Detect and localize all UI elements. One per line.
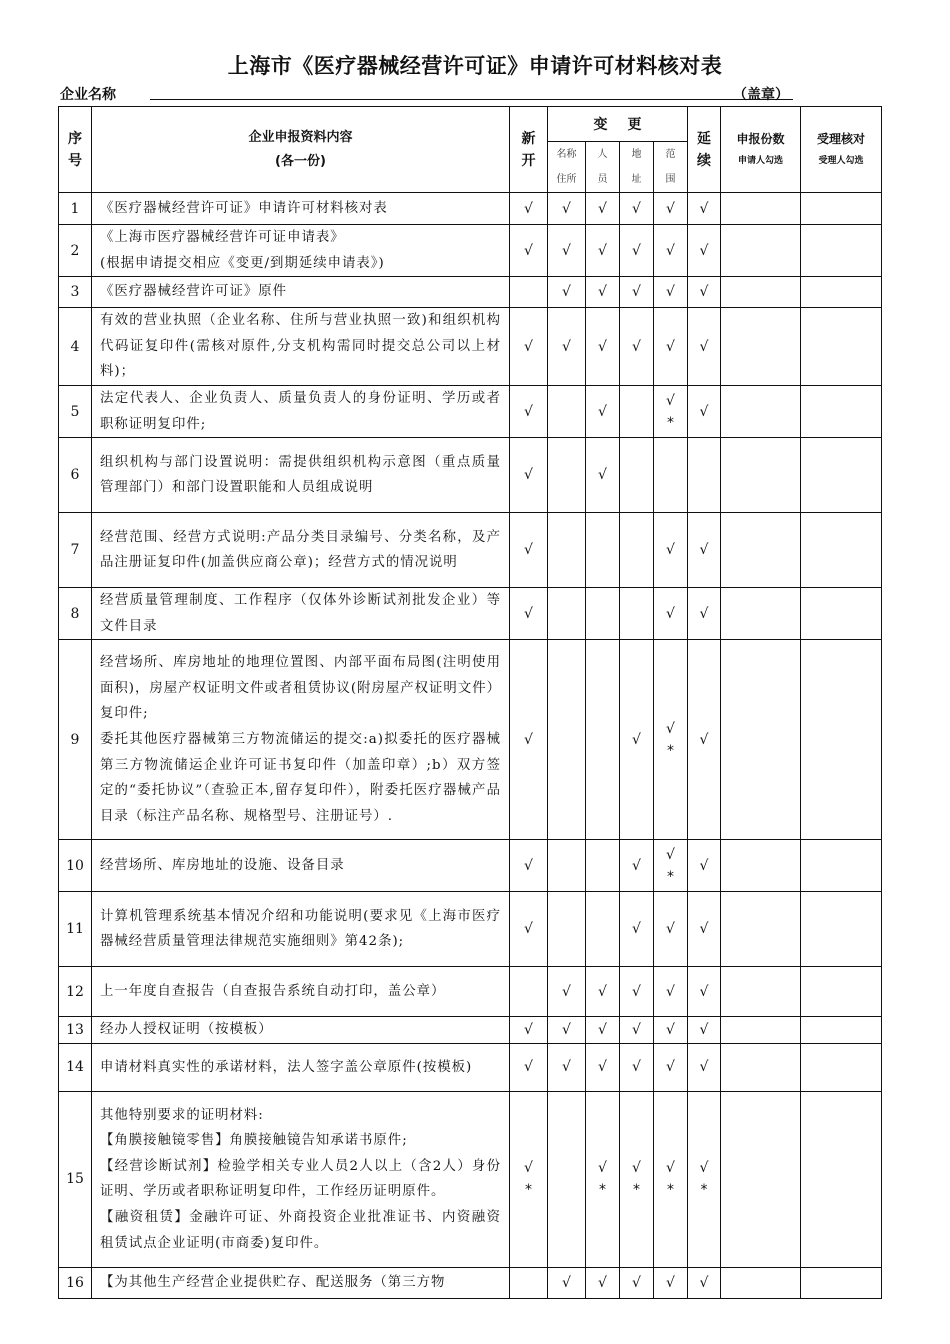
apply-count-cell[interactable] [721,840,801,892]
mark-new: √ [510,225,548,277]
row-seq: 1 [59,193,92,225]
table-row [59,640,882,840]
accept-check-cell[interactable] [801,1017,882,1044]
company-name-field[interactable] [150,99,793,100]
apply-count-cell[interactable] [721,225,801,277]
mark-staff: √ * [586,1091,620,1267]
seal-label: （盖章） [733,87,789,103]
row-content: 有效的营业执照（企业名称、住所与营业执照一致)和组织机构代码证复印件(需核对原件,分支机构需同时提交总公司以上材料)； [92,308,510,386]
mark-address: √ [620,225,654,277]
apply-count-cell[interactable] [721,193,801,225]
mark-staff [586,513,620,588]
row-content: 经营场所、库房地址的地理位置图、内部平面布局图(注明使用面积)，房屋产权证明文件或者租赁协议(附房屋产权证明文件）复印件; 委托其他医疗器械第三方物流储运的提交:a)拟委托的医疗器械第三方物流储运企业许可证书复印件（加盖印章）;b）双方签定的“委托协议”（查验正本,留存复印件），附委托医疗器械产品目录（标注产品名称、规格型号、注册证号）. [92,640,510,840]
apply-count-cell[interactable] [721,640,801,840]
mark-ext: √ [688,1017,721,1044]
mark-new: √ * [510,1091,548,1267]
table-row [59,308,882,386]
row-content: 经营场所、库房地址的设施、设备目录 [92,840,510,892]
mark-staff: √ [586,1043,620,1091]
mark-staff: √ [586,385,620,437]
mark-name-addr: √ [548,225,586,277]
accept-check-cell[interactable] [801,1267,882,1298]
accept-check-cell[interactable] [801,385,882,437]
table-row [59,1091,882,1267]
table-row [59,1043,882,1091]
mark-ext: √ [688,892,721,967]
mark-staff [586,640,620,840]
accept-check-cell[interactable] [801,308,882,386]
mark-new: √ [510,1043,548,1091]
table-row [59,1017,882,1044]
row-content: 经办人授权证明（按模板） [92,1017,510,1044]
mark-ext: √ [688,225,721,277]
mark-address: √ [620,640,654,840]
table-row [59,225,882,277]
mark-scope: √ [654,1017,688,1044]
accept-check-cell[interactable] [801,588,882,640]
mark-new: √ [510,385,548,437]
mark-ext: √ [688,967,721,1017]
mark-name-addr [548,640,586,840]
row-content: 《医疗器械经营许可证》原件 [92,277,510,308]
mark-address: √ [620,840,654,892]
header-content: 企业申报资料内容 (各一份) [92,107,510,193]
page-title: 上海市《医疗器械经营许可证》申请许可材料核对表 [227,54,723,78]
header-change-scope: 范 围 [654,142,688,193]
mark-new: √ [510,513,548,588]
header-apply-count: 申报份数 申请人勾选 [721,107,801,193]
row-content: 计算机管理系统基本情况介绍和功能说明(要求见《上海市医疗器械经营质量管理法律规范实施细则》第42条); [92,892,510,967]
header-change-staff: 人 员 [586,142,620,193]
row-seq: 3 [59,277,92,308]
mark-address: √ [620,1267,654,1298]
mark-scope: √ [654,892,688,967]
row-seq: 9 [59,640,92,840]
mark-ext: √ [688,1267,721,1298]
mark-ext: √ [688,385,721,437]
accept-check-cell[interactable] [801,513,882,588]
row-seq: 10 [59,840,92,892]
header-new: 新 开 [510,107,548,193]
mark-name-addr: √ [548,1017,586,1044]
mark-address: √ [620,1017,654,1044]
mark-name-addr [548,892,586,967]
row-seq: 13 [59,1017,92,1044]
mark-address: √ * [620,1091,654,1267]
row-content: 其他特别要求的证明材料: 【角膜接触镜零售】角膜接触镜告知承诺书原件; 【经营诊断试剂】检验学相关专业人员2人以上（含2人）身份证明、学历或者职称证明复印件，工作经历证明原件。 【融资租赁】金融许可证、外商投资企业批准证书、内资融资租赁试点企业证明(市商委)复印件。 [92,1091,510,1267]
mark-staff: √ [586,1017,620,1044]
mark-new: √ [510,588,548,640]
mark-staff: √ [586,308,620,386]
mark-scope: √ [654,225,688,277]
mark-staff [586,840,620,892]
table-row [59,513,882,588]
mark-scope: √ * [654,640,688,840]
table-row [59,438,882,513]
mark-name-addr: √ [548,277,586,308]
mark-staff [586,588,620,640]
mark-scope: √ * [654,1091,688,1267]
row-content: 《医疗器械经营许可证》申请许可材料核对表 [92,193,510,225]
mark-new [510,277,548,308]
accept-check-cell[interactable] [801,225,882,277]
mark-new: √ [510,640,548,840]
mark-address [620,588,654,640]
mark-scope: √ [654,513,688,588]
apply-count-cell[interactable] [721,438,801,513]
row-seq: 8 [59,588,92,640]
mark-name-addr [548,588,586,640]
mark-ext: √ * [688,1091,721,1267]
mark-staff: √ [586,225,620,277]
table-row [59,193,882,225]
row-seq: 14 [59,1043,92,1091]
accept-check-cell[interactable] [801,277,882,308]
accept-check-cell[interactable] [801,892,882,967]
accept-check-cell[interactable] [801,640,882,840]
mark-address: √ [620,277,654,308]
mark-scope: √ [654,277,688,308]
row-content: 组织机构与部门设置说明：需提供组织机构示意图（重点质量管理部门）和部门设置职能和人员组成说明 [92,438,510,513]
mark-scope: √ [654,1267,688,1298]
mark-scope: √ [654,193,688,225]
mark-new [510,1267,548,1298]
apply-count-cell[interactable] [721,308,801,386]
mark-address: √ [620,967,654,1017]
table-row [59,385,882,437]
row-content: 上一年度自查报告（自查报告系统自动打印，盖公章） [92,967,510,1017]
row-seq: 12 [59,967,92,1017]
apply-count-cell[interactable] [721,1017,801,1044]
mark-staff: √ [586,438,620,513]
accept-check-cell[interactable] [801,1091,882,1267]
table-row [59,277,882,308]
mark-address [620,438,654,513]
table-row [59,840,882,892]
row-content: 申请材料真实性的承诺材料，法人签字盖公章原件(按模板) [92,1043,510,1091]
mark-new: √ [510,892,548,967]
row-seq: 15 [59,1091,92,1267]
accept-check-cell[interactable] [801,967,882,1017]
apply-count-cell[interactable] [721,385,801,437]
row-seq: 7 [59,513,92,588]
mark-address [620,385,654,437]
accept-check-cell[interactable] [801,193,882,225]
apply-count-cell[interactable] [721,588,801,640]
apply-count-cell[interactable] [721,892,801,967]
mark-ext: √ [688,513,721,588]
mark-scope: √ * [654,840,688,892]
mark-scope: √ [654,308,688,386]
header-change-name-address: 名称 住所 [548,142,586,193]
mark-address: √ [620,308,654,386]
mark-name-addr: √ [548,1267,586,1298]
mark-ext: √ [688,1043,721,1091]
mark-scope: √ [654,588,688,640]
apply-count-cell[interactable] [721,1091,801,1267]
mark-ext: √ [688,193,721,225]
mark-address: √ [620,892,654,967]
apply-count-cell[interactable] [721,277,801,308]
mark-new: √ [510,840,548,892]
mark-new: √ [510,193,548,225]
table-row [59,892,882,967]
row-seq: 6 [59,438,92,513]
accept-check-cell[interactable] [801,840,882,892]
row-seq: 16 [59,1267,92,1298]
mark-name-addr [548,513,586,588]
mark-ext: √ [688,277,721,308]
table-row [59,588,882,640]
mark-new: √ [510,308,548,386]
mark-new: √ [510,1017,548,1044]
mark-ext: √ [688,840,721,892]
mark-address: √ [620,1043,654,1091]
mark-scope: √ * [654,385,688,437]
mark-address [620,513,654,588]
mark-address: √ [620,193,654,225]
mark-name-addr [548,1091,586,1267]
row-seq: 2 [59,225,92,277]
company-name-label: 企业名称 [60,87,116,103]
mark-staff: √ [586,193,620,225]
accept-check-cell[interactable] [801,1043,882,1091]
table-row [59,967,882,1017]
header-change: 变更 [548,107,688,142]
mark-staff: √ [586,1267,620,1298]
mark-new: √ [510,438,548,513]
mark-name-addr [548,840,586,892]
mark-new [510,967,548,1017]
mark-staff [586,892,620,967]
mark-name-addr [548,438,586,513]
mark-scope: √ [654,1043,688,1091]
table-row [59,1267,882,1298]
row-seq: 5 [59,385,92,437]
row-seq: 11 [59,892,92,967]
row-content: 【为其他生产经营企业提供贮存、配送服务（第三方物 [92,1267,510,1298]
checklist-table [58,106,882,1299]
header-accept-check: 受理核对 受理人勾选 [801,107,882,193]
mark-scope [654,438,688,513]
mark-scope: √ [654,967,688,1017]
header-change-address: 地 址 [620,142,654,193]
apply-count-cell[interactable] [721,967,801,1017]
row-content: 法定代表人、企业负责人、质量负责人的身份证明、学历或者职称证明复印件; [92,385,510,437]
mark-staff: √ [586,277,620,308]
row-content: 《上海市医疗器械经营许可证申请表》 (根据申请提交相应《变更/到期延续申请表》) [92,225,510,277]
mark-name-addr: √ [548,193,586,225]
accept-check-cell[interactable] [801,438,882,513]
mark-staff: √ [586,967,620,1017]
mark-ext [688,438,721,513]
apply-count-cell[interactable] [721,1267,801,1298]
header-extension: 延 续 [688,107,721,193]
mark-name-addr: √ [548,1043,586,1091]
header-seq: 序 号 [59,107,92,193]
row-content: 经营范围、经营方式说明:产品分类目录编号、分类名称，及产品注册证复印件(加盖供应商公章)；经营方式的情况说明 [92,513,510,588]
apply-count-cell[interactable] [721,513,801,588]
mark-ext: √ [688,640,721,840]
mark-name-addr [548,385,586,437]
row-content: 经营质量管理制度、工作程序（仅体外诊断试剂批发企业）等文件目录 [92,588,510,640]
mark-name-addr: √ [548,967,586,1017]
mark-ext: √ [688,308,721,386]
mark-name-addr: √ [548,308,586,386]
apply-count-cell[interactable] [721,1043,801,1091]
mark-ext: √ [688,588,721,640]
row-seq: 4 [59,308,92,386]
